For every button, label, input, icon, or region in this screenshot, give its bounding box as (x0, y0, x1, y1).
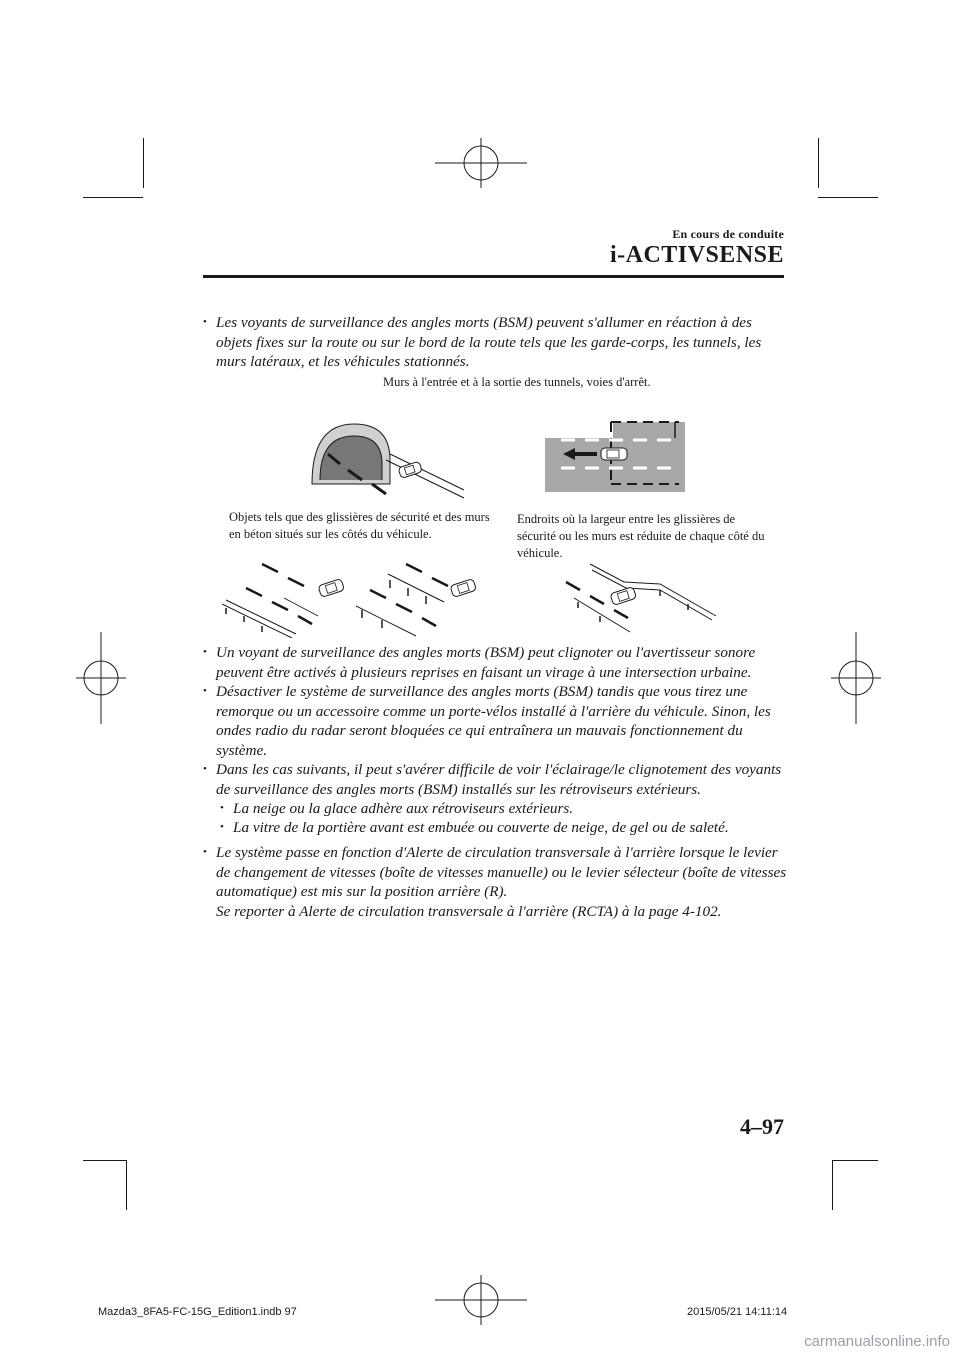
bullet-icon: • (203, 685, 207, 697)
paragraph-text: La vitre de la portière avant est embuée ou couverte de neige, de gel ou de saleté. (233, 819, 729, 836)
header-divider (203, 275, 784, 278)
bullet-icon: • (203, 846, 207, 858)
page-number: 4–97 (740, 1114, 784, 1139)
list-item (203, 643, 788, 682)
registration-mark-top-icon (435, 138, 527, 188)
registration-mark-bottom-icon (435, 1275, 527, 1325)
section-label: En cours de conduite (672, 227, 784, 241)
list-item (203, 313, 788, 372)
rest-area-illustration (545, 408, 685, 492)
watermark: carmanualsonline.info (804, 1333, 950, 1350)
paragraph-text: Le système passe en fonction d'Alerte de circulation transversale à l'arrière lorsque le levier de changement de vitesses (boîte de vitesses manuelle) ou le levier sélecteur (boîte de vitesses automatique) est mis sur la position arrière (R). (216, 844, 787, 900)
concrete-wall-illustration (222, 560, 352, 638)
cross-reference-link[interactable]: Se reporter à Alerte de circulation transversale à l'arrière (RCTA) à la page 4-102. (216, 902, 722, 920)
tunnel-illustration (306, 420, 466, 500)
page-title: i-ACTIVSENSE (609, 242, 784, 268)
paragraph-text: Les voyants de surveillance des angles morts (BSM) peuvent s'allumer en réaction à des objets fixes sur la route ou sur le bord de la route tels que les garde-corps, les tunnels, les murs latéraux, et les véhicules stationnés. (216, 314, 762, 370)
paragraph-text: Désactiver le système de surveillance des angles morts (BSM) tandis que vous tirez une remorque ou un accessoire comme un porte-vélos installé à l'arrière du véhicule. Sinon, les ondes radio du radar seront bloquées ce qui entraînera un mauvais fonctionnement du système. (216, 683, 771, 759)
guardrail-illustration (356, 560, 496, 638)
bullet-icon: • (220, 821, 224, 833)
narrow-road-illustration (560, 558, 720, 638)
list-item (203, 843, 788, 921)
bullet-icon: • (203, 763, 207, 775)
bullet-icon: • (203, 316, 207, 328)
list-item (203, 760, 788, 799)
paragraph-text: Un voyant de surveillance des angles morts (BSM) peut clignoter ou l'avertisseur sonore peuvent être activés à plusieurs reprises en faisant un virage à une intersection urbaine. (216, 644, 756, 681)
footer-timestamp: 2015/05/21 14:11:14 (687, 1306, 788, 1318)
registration-mark-right-icon (831, 632, 881, 724)
footer-filename: Mazda3_8FA5-FC-15G_Edition1.indb 97 (98, 1306, 297, 1318)
paragraph-text: Dans les cas suivants, il peut s'avérer difficile de voir l'éclairage/le clignotement des voyants de surveillance des angles morts (BSM) installés sur les rétroviseurs extérieurs. (216, 761, 782, 798)
bullet-icon: • (220, 802, 224, 814)
bullet-icon: • (203, 646, 207, 658)
sub-list-item (220, 818, 788, 838)
registration-mark-left-icon (76, 632, 126, 724)
paragraph-text: La neige ou la glace adhère aux rétroviseurs extérieurs. (233, 800, 574, 817)
caption-guardrails: Objets tels que des glissières de sécurité et des murs en béton situés sur les côtés du véhicule. (229, 510, 490, 541)
list-item (203, 682, 788, 760)
sub-list-item (220, 799, 788, 819)
caption-tunnels: Murs à l'entrée et à la sortie des tunnels, voies d'arrêt. (383, 375, 651, 389)
caption-narrow: Endroits où la largeur entre les glissières de sécurité ou les murs est réduite de chaque côté du véhicule. (517, 512, 765, 560)
